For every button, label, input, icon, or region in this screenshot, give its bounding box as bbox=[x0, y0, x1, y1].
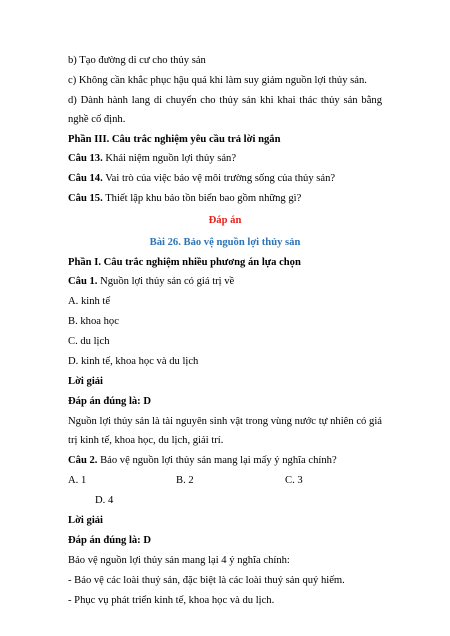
option-d-line: d) Dành hành lang di chuyển cho thủy sản khi khai thác thủy sản bằng bbox=[68, 95, 382, 106]
question-2-option-b: B. 2 bbox=[176, 475, 194, 486]
part1-heading: Phần I. Câu trắc nghiệm nhiều phương án lựa chọn bbox=[68, 257, 301, 268]
question-1-option-b: B. khoa học bbox=[68, 316, 119, 327]
question-14-label: Câu 14. bbox=[68, 173, 103, 184]
question-15 bbox=[68, 189, 382, 208]
option-b-line: b) Tạo đường di cư cho thủy sản bbox=[68, 55, 206, 66]
question-13-label: Câu 13. bbox=[68, 153, 103, 164]
question-1-explanation-continuation: trị kinh tế, khoa học, du lịch, giải trí. bbox=[68, 435, 224, 446]
question-1-solution-label: Lời giải bbox=[68, 376, 104, 387]
question-2-answer: Đáp án đúng là: D bbox=[68, 535, 152, 546]
question-1-text: Nguồn lợi thủy sản có giá trị về bbox=[97, 276, 235, 287]
question-2-label: Câu 2. bbox=[68, 455, 98, 466]
question-1 bbox=[68, 272, 382, 291]
question-14-text: Vai trò của việc bảo vệ môi trường sống của thủy sản? bbox=[102, 173, 336, 184]
question-1-label: Câu 1. bbox=[68, 276, 98, 287]
question-2-bullet-2: - Phục vụ phát triển kinh tế, khoa học và du lịch. bbox=[68, 595, 275, 606]
question-1-answer: Đáp án đúng là: D bbox=[68, 396, 152, 407]
part3-heading: Phần III. Câu trắc nghiệm yêu cầu trả lời ngắn bbox=[68, 134, 281, 145]
question-2-option-c: C. 3 bbox=[285, 475, 303, 486]
lesson-title: Bài 26. Bảo vệ nguồn lợi thủy sản bbox=[149, 237, 301, 248]
question-13-text: Khái niệm nguồn lợi thủy sản? bbox=[102, 153, 237, 164]
question-15-label: Câu 15. bbox=[68, 193, 103, 204]
question-1-explanation: Nguồn lợi thủy sản là tài nguyên sinh vật trong vùng nước tự nhiên có giá bbox=[68, 416, 382, 427]
question-2 bbox=[68, 451, 382, 470]
question-2-option-d: D. 4 bbox=[95, 495, 114, 506]
question-2-solution-label: Lời giải bbox=[68, 515, 104, 526]
question-15-text: Thiết lập khu bảo tồn biển bao gồm những gì? bbox=[102, 193, 302, 204]
question-1-option-a: A. kinh tế bbox=[68, 296, 111, 307]
option-c-line: c) Không cần khắc phục hậu quả khi làm suy giảm nguồn lợi thủy sản. bbox=[68, 75, 367, 86]
document-page bbox=[68, 51, 382, 610]
question-2-explanation: Bảo vệ nguồn lợi thủy sản mang lại 4 ý nghĩa chính: bbox=[68, 555, 290, 566]
question-1-option-d: D. kinh tế, khoa học và du lịch bbox=[68, 356, 199, 367]
question-2-option-a: A. 1 bbox=[68, 475, 87, 486]
answer-title: Đáp án bbox=[208, 215, 242, 226]
question-1-option-c: C. du lịch bbox=[68, 336, 110, 347]
question-14 bbox=[68, 169, 382, 188]
question-2-text: Bảo vệ nguồn lợi thủy sản mang lại mấy ý nghĩa chính? bbox=[97, 455, 337, 466]
question-13 bbox=[68, 149, 382, 168]
question-2-options-row bbox=[68, 471, 382, 490]
question-2-bullet-1: - Bảo vệ các loài thuỷ sản, đặc biệt là các loài thuỷ sản quý hiếm. bbox=[68, 575, 345, 586]
option-d-continuation: nghề cố định. bbox=[68, 114, 126, 125]
